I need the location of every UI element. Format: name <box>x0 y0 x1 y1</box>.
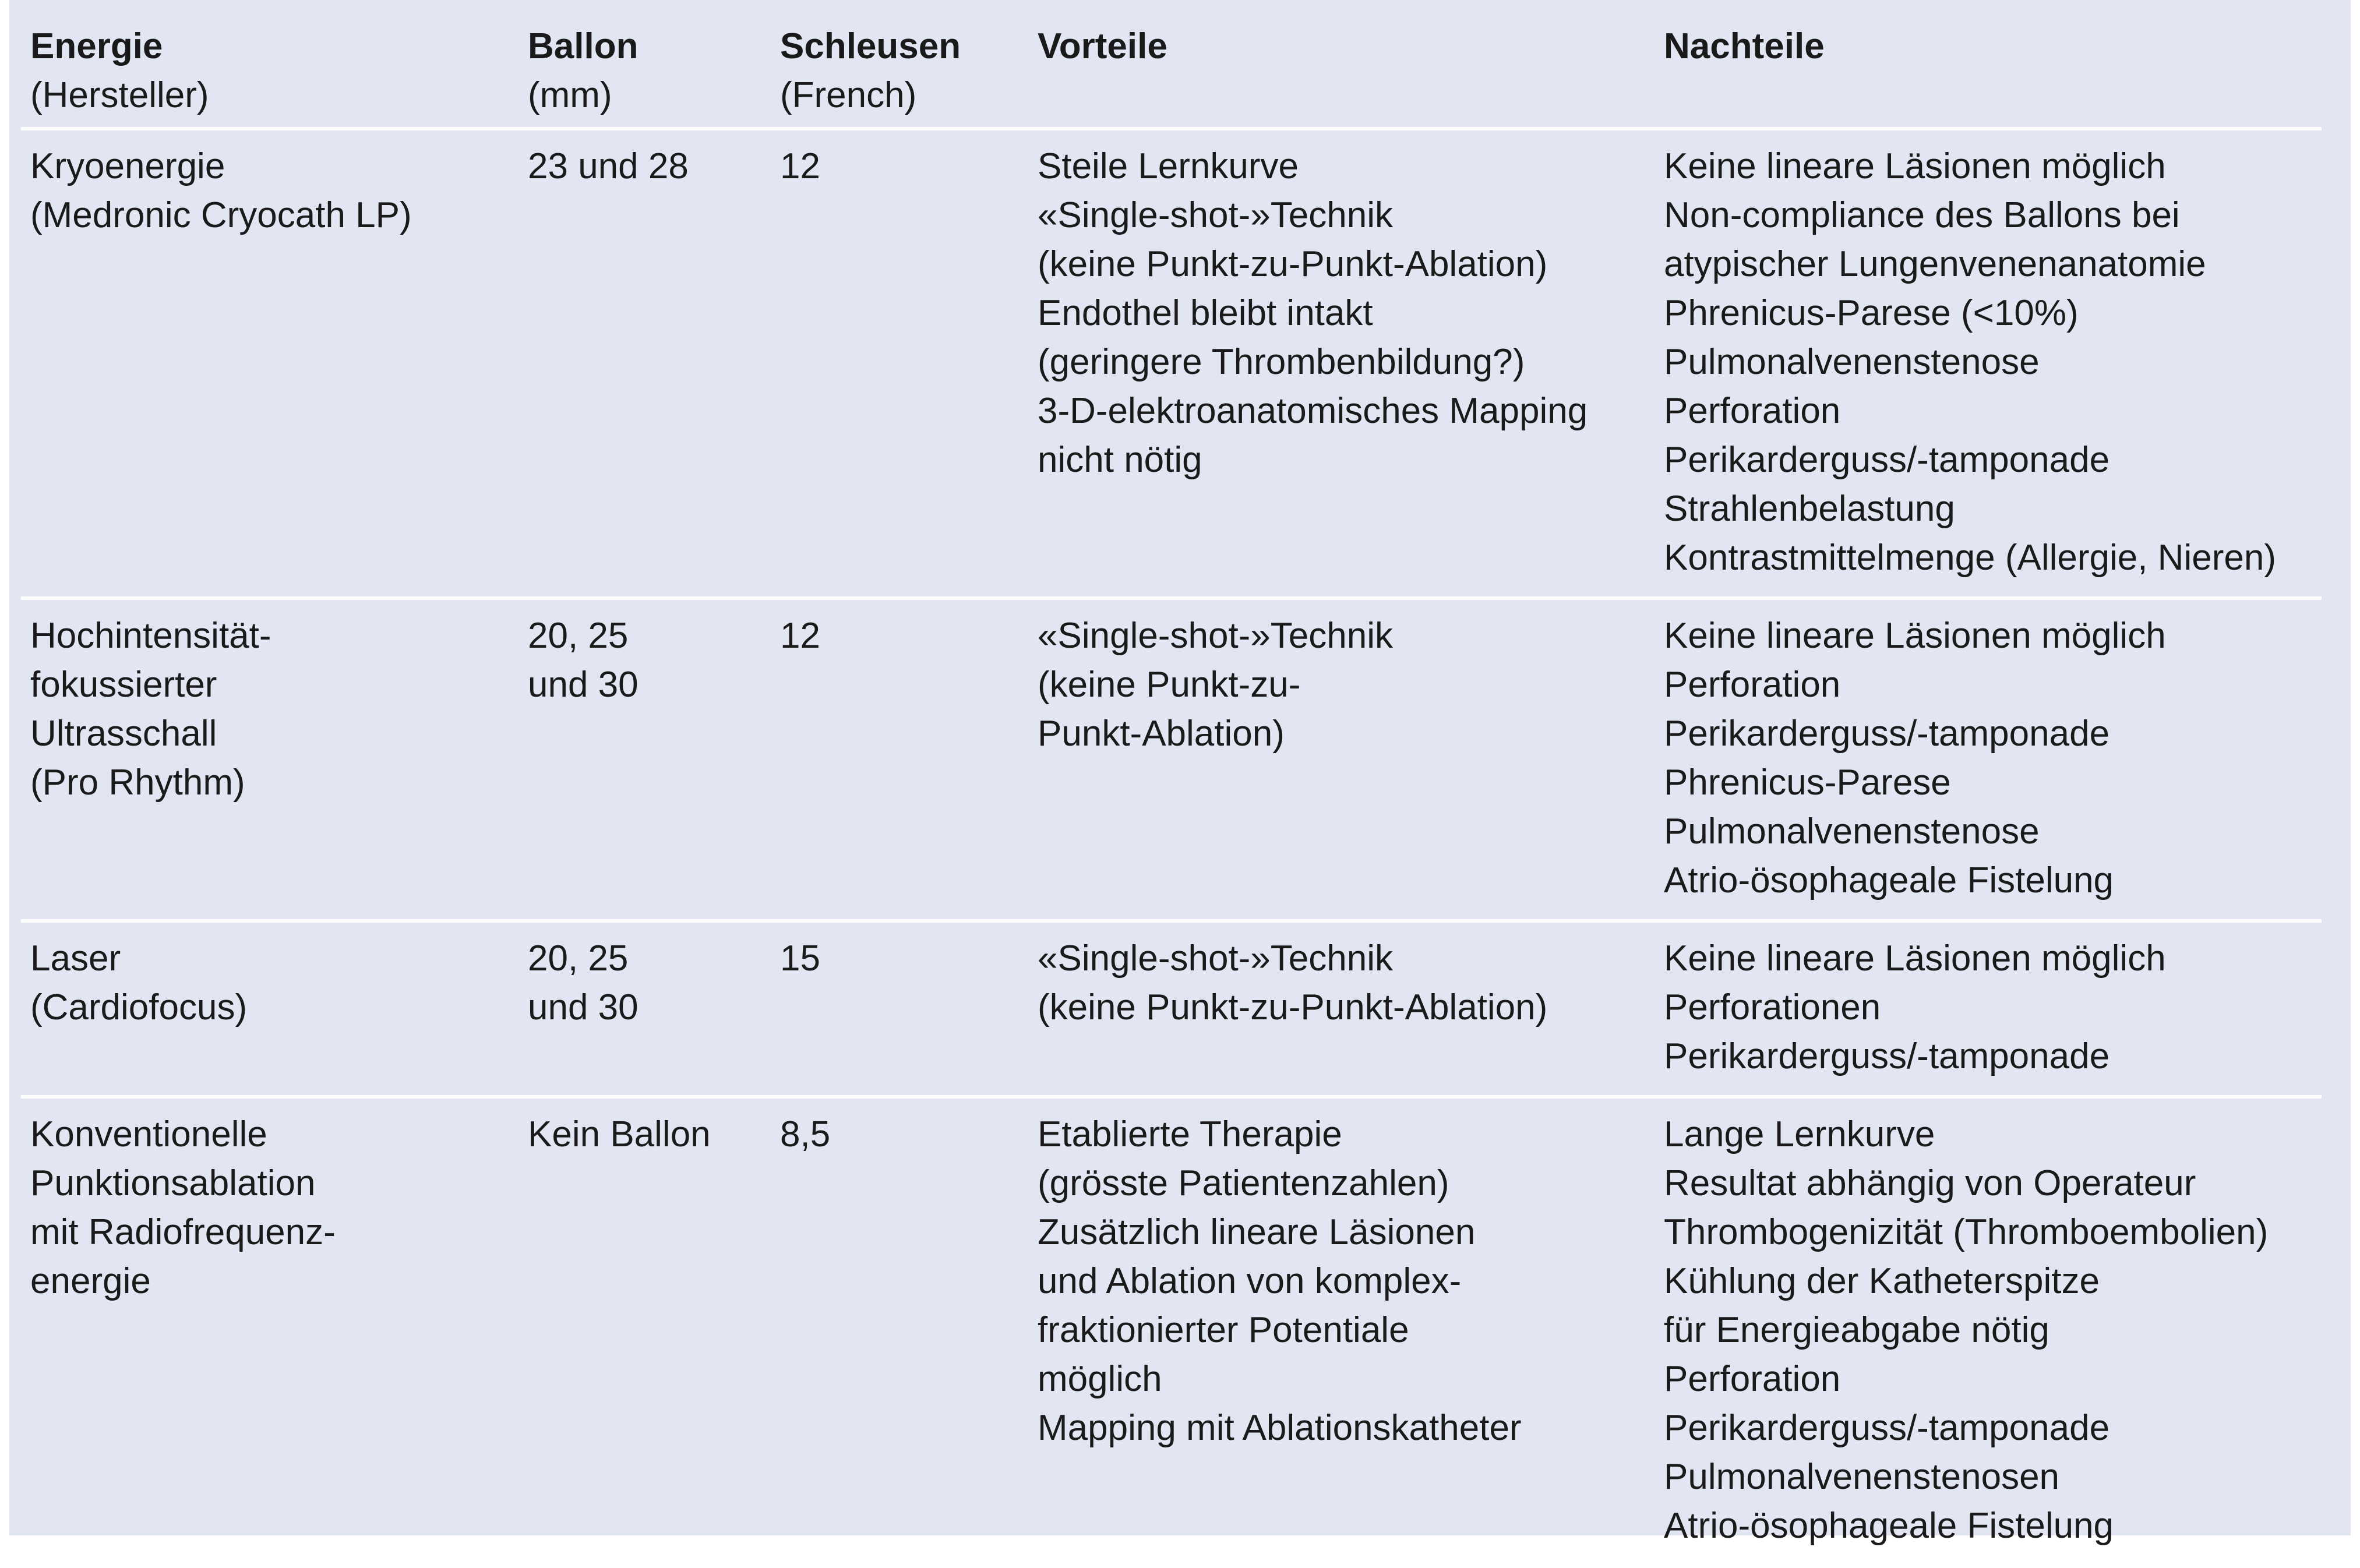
cell-line: 20, 25 <box>528 938 629 979</box>
cell-line: (Medronic Cryocath LP) <box>30 195 412 235</box>
cell-nachteile <box>1655 1097 2322 1566</box>
cell-line: Kein Ballon <box>528 1114 711 1154</box>
column-header-title: Energie <box>30 26 163 66</box>
cell-line: fokussierter <box>30 665 217 705</box>
cell-line: energie <box>30 1261 151 1301</box>
cell-line: Keine lineare Läsionen möglich <box>1664 616 2166 656</box>
cell-line: Lange Lernkurve <box>1664 1114 1935 1154</box>
cell-line: Konventionelle <box>30 1114 267 1154</box>
cell-line: Keine lineare Läsionen möglich <box>1664 938 2166 979</box>
cell-line: Pulmonalvenenstenosen <box>1664 1457 2060 1497</box>
cell-line: (keine Punkt-zu- <box>1038 665 1301 705</box>
cell-line: «Single-shot-»Technik <box>1038 938 1394 979</box>
cell-line: Zusätzlich lineare Läsionen <box>1038 1212 1476 1252</box>
cell-vorteile <box>1028 129 1655 598</box>
column-header-energie <box>21 12 518 129</box>
cell-line: Resultat abhängig von Operateur <box>1664 1163 2196 1203</box>
cell-line: 12 <box>780 146 820 186</box>
column-header-title: Schleusen <box>780 26 961 66</box>
cell-energie <box>21 921 518 1097</box>
cell-line: Perikarderguss/-tamponade <box>1664 1408 2110 1448</box>
cell-line: nicht nötig <box>1038 440 1202 480</box>
column-header-subtitle: (mm) <box>528 75 612 115</box>
cell-schleusen <box>771 598 1028 921</box>
table-header <box>21 12 2322 129</box>
cell-line: mit Radiofrequenz- <box>30 1212 336 1252</box>
cell-line: 12 <box>780 616 820 656</box>
cell-nachteile <box>1655 129 2322 598</box>
cell-line: und 30 <box>528 987 638 1027</box>
cell-line: Strahlenbelastung <box>1664 489 1955 529</box>
cell-vorteile <box>1028 921 1655 1097</box>
cell-nachteile <box>1655 921 2322 1097</box>
cell-line: Perforation <box>1664 1359 1841 1399</box>
cell-line: 15 <box>780 938 820 979</box>
column-header-subtitle: (Hersteller) <box>30 75 209 115</box>
cell-line: Pulmonalvenenstenose <box>1664 342 2040 382</box>
column-header-ballon <box>518 12 771 129</box>
cell-line: und Ablation von komplex- <box>1038 1261 1462 1301</box>
cell-line: für Energieabgabe nötig <box>1664 1310 2049 1350</box>
cell-line: fraktionierter Potentiale <box>1038 1310 1409 1350</box>
table-row <box>21 921 2322 1097</box>
cell-line: Perikarderguss/-tamponade <box>1664 1036 2110 1076</box>
comparison-table <box>21 12 2322 1568</box>
cell-line: Hochintensität- <box>30 616 271 656</box>
column-header-title: Nachteile <box>1664 26 1825 66</box>
cell-line: Kühlung der Katheterspitze <box>1664 1261 2100 1301</box>
cell-line: Etablierte Therapie <box>1038 1114 1342 1154</box>
cell-ballon <box>518 129 771 598</box>
cell-line: (geringere Thrombenbildung?) <box>1038 342 1525 382</box>
cell-schleusen <box>771 921 1028 1097</box>
cell-line: Non-compliance des Ballons bei <box>1664 195 2180 235</box>
cell-line: Pulmonalvenenstenose <box>1664 811 2040 852</box>
cell-line: Punktionsablation <box>30 1163 316 1203</box>
cell-ballon <box>518 598 771 921</box>
cell-energie <box>21 129 518 598</box>
cell-nachteile <box>1655 598 2322 921</box>
cell-line: (keine Punkt-zu-Punkt-Ablation) <box>1038 987 1548 1027</box>
cell-line: Mapping mit Ablationskatheter <box>1038 1408 1522 1448</box>
cell-line: Punkt-Ablation) <box>1038 714 1285 754</box>
cell-line: Perikarderguss/-tamponade <box>1664 440 2110 480</box>
cell-line: Perforationen <box>1664 987 1881 1027</box>
cell-vorteile <box>1028 598 1655 921</box>
cell-line: Kontrastmittelmenge (Allergie, Nieren) <box>1664 538 2276 578</box>
column-header-subtitle: (French) <box>780 75 917 115</box>
cell-line: (keine Punkt-zu-Punkt-Ablation) <box>1038 244 1548 284</box>
cell-line: Atrio-ösophageale Fistelung <box>1664 1506 2114 1546</box>
cell-line: 3-D-elektroanatomisches Mapping <box>1038 391 1588 431</box>
cell-line: möglich <box>1038 1359 1162 1399</box>
cell-ballon <box>518 1097 771 1566</box>
cell-line: Perikarderguss/-tamponade <box>1664 714 2110 754</box>
column-header-schleusen <box>771 12 1028 129</box>
cell-line: Kryoenergie <box>30 146 225 186</box>
cell-line: atypischer Lungenvenenanatomie <box>1664 244 2206 284</box>
cell-line: 20, 25 <box>528 616 629 656</box>
cell-ballon <box>518 921 771 1097</box>
cell-line: (Cardiofocus) <box>30 987 248 1027</box>
cell-line: Endothel bleibt intakt <box>1038 293 1373 333</box>
cell-line: (grösste Patientenzahlen) <box>1038 1163 1449 1203</box>
cell-line: Steile Lernkurve <box>1038 146 1299 186</box>
cell-line: 8,5 <box>780 1114 831 1154</box>
column-header-vorteile <box>1028 12 1655 129</box>
cell-line: Laser <box>30 938 121 979</box>
cell-line: Phrenicus-Parese (<10%) <box>1664 293 2079 333</box>
table-body <box>21 129 2322 1566</box>
cell-line: Phrenicus-Parese <box>1664 762 1951 803</box>
column-header-title: Vorteile <box>1038 26 1167 66</box>
cell-line: Perforation <box>1664 391 1841 431</box>
cell-energie <box>21 598 518 921</box>
cell-line: Thrombogenizität (Thromboembolien) <box>1664 1212 2269 1252</box>
table-row <box>21 1097 2322 1566</box>
column-header-title: Ballon <box>528 26 638 66</box>
column-header-nachteile <box>1655 12 2322 129</box>
table-row <box>21 129 2322 598</box>
cell-line: Perforation <box>1664 665 1841 705</box>
table-row <box>21 598 2322 921</box>
cell-line: und 30 <box>528 665 638 705</box>
cell-line: 23 und 28 <box>528 146 689 186</box>
cell-line: «Single-shot-»Technik <box>1038 616 1394 656</box>
cell-line: Atrio-ösophageale Fistelung <box>1664 860 2114 900</box>
cell-schleusen <box>771 129 1028 598</box>
cell-energie <box>21 1097 518 1566</box>
cell-line: (Pro Rhythm) <box>30 762 245 803</box>
header-row <box>21 12 2322 129</box>
cell-schleusen <box>771 1097 1028 1566</box>
cell-line: Ultrasschall <box>30 714 217 754</box>
cell-vorteile <box>1028 1097 1655 1566</box>
cell-line: Keine lineare Läsionen möglich <box>1664 146 2166 186</box>
cell-line: «Single-shot-»Technik <box>1038 195 1394 235</box>
